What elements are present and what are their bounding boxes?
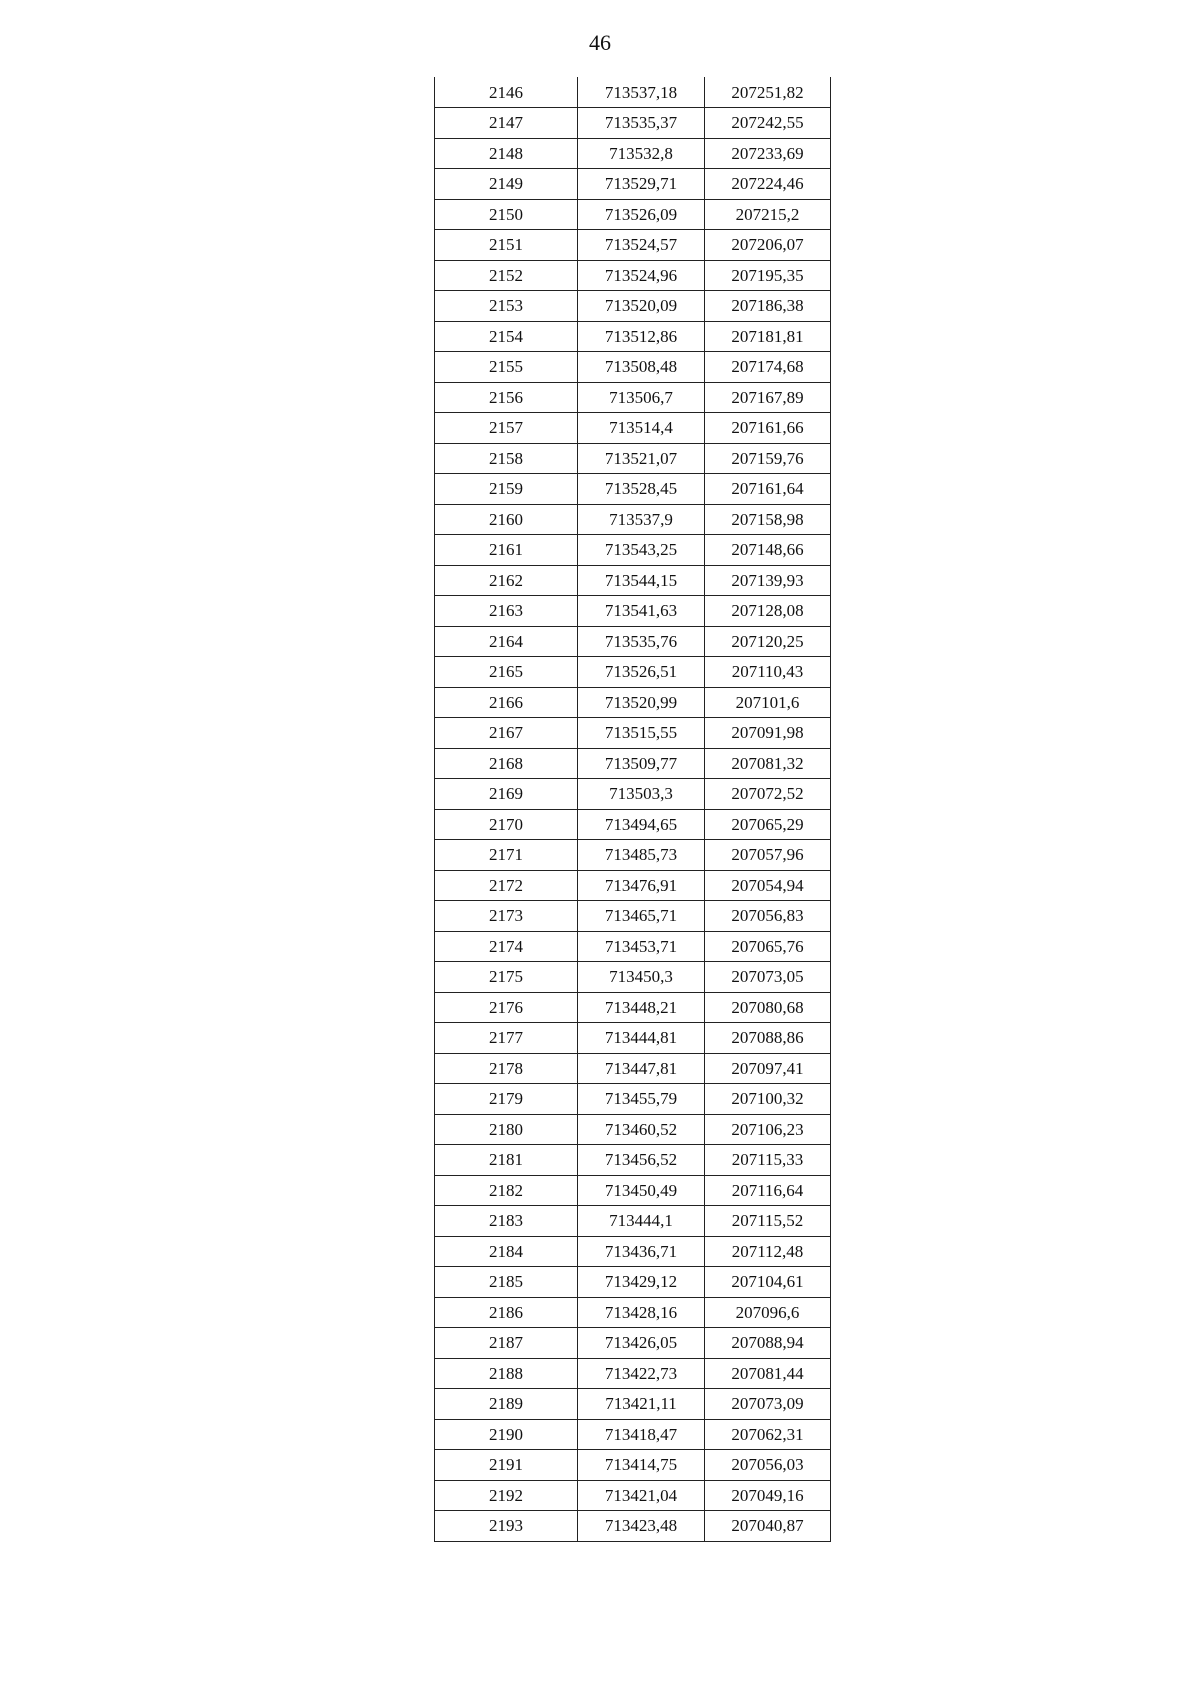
y-coordinate-cell: 207174,68 (705, 352, 831, 383)
y-coordinate-cell: 207161,66 (705, 413, 831, 444)
table-row (435, 718, 831, 749)
y-coordinate-cell: 207242,55 (705, 108, 831, 139)
table-row (435, 108, 831, 139)
y-coordinate-cell: 207088,94 (705, 1328, 831, 1359)
page-number: 46 (589, 30, 611, 55)
table-row (435, 748, 831, 779)
table-row (435, 291, 831, 322)
point-number-cell: 2189 (435, 1389, 578, 1420)
x-coordinate-cell: 713543,25 (578, 535, 705, 566)
point-number-cell: 2156 (435, 382, 578, 413)
x-coordinate-cell: 713456,52 (578, 1145, 705, 1176)
y-coordinate-cell: 207120,25 (705, 626, 831, 657)
table-row (435, 169, 831, 200)
y-coordinate-cell: 207116,64 (705, 1175, 831, 1206)
point-number-cell: 2188 (435, 1358, 578, 1389)
y-coordinate-cell: 207195,35 (705, 260, 831, 291)
x-coordinate-cell: 713421,04 (578, 1480, 705, 1511)
point-number-cell: 2180 (435, 1114, 578, 1145)
point-number-cell: 2166 (435, 687, 578, 718)
x-coordinate-cell: 713544,15 (578, 565, 705, 596)
y-coordinate-cell: 207081,32 (705, 748, 831, 779)
table-row (435, 1511, 831, 1542)
x-coordinate-cell: 713508,48 (578, 352, 705, 383)
table-row (435, 260, 831, 291)
y-coordinate-cell: 207110,43 (705, 657, 831, 688)
point-number-cell: 2183 (435, 1206, 578, 1237)
y-coordinate-cell: 207206,07 (705, 230, 831, 261)
x-coordinate-cell: 713535,76 (578, 626, 705, 657)
x-coordinate-cell: 713520,99 (578, 687, 705, 718)
y-coordinate-cell: 207112,48 (705, 1236, 831, 1267)
x-coordinate-cell: 713541,63 (578, 596, 705, 627)
point-number-cell: 2149 (435, 169, 578, 200)
table-row (435, 901, 831, 932)
x-coordinate-cell: 713428,16 (578, 1297, 705, 1328)
table-row (435, 1023, 831, 1054)
table-row (435, 1480, 831, 1511)
coordinates-table (434, 77, 831, 1542)
x-coordinate-cell: 713444,1 (578, 1206, 705, 1237)
table-row (435, 779, 831, 810)
point-number-cell: 2186 (435, 1297, 578, 1328)
y-coordinate-cell: 207097,41 (705, 1053, 831, 1084)
point-number-cell: 2163 (435, 596, 578, 627)
x-coordinate-cell: 713537,18 (578, 77, 705, 108)
point-number-cell: 2178 (435, 1053, 578, 1084)
table-row (435, 931, 831, 962)
table-row (435, 382, 831, 413)
point-number-cell: 2146 (435, 77, 578, 108)
table-row (435, 1358, 831, 1389)
point-number-cell: 2148 (435, 138, 578, 169)
point-number-cell: 2169 (435, 779, 578, 810)
table-row (435, 626, 831, 657)
table-row (435, 230, 831, 261)
point-number-cell: 2167 (435, 718, 578, 749)
y-coordinate-cell: 207115,52 (705, 1206, 831, 1237)
x-coordinate-cell: 713414,75 (578, 1450, 705, 1481)
y-coordinate-cell: 207081,44 (705, 1358, 831, 1389)
point-number-cell: 2190 (435, 1419, 578, 1450)
x-coordinate-cell: 713423,48 (578, 1511, 705, 1542)
x-coordinate-cell: 713418,47 (578, 1419, 705, 1450)
table-row (435, 1267, 831, 1298)
table-row (435, 657, 831, 688)
y-coordinate-cell: 207091,98 (705, 718, 831, 749)
point-number-cell: 2160 (435, 504, 578, 535)
x-coordinate-cell: 713450,49 (578, 1175, 705, 1206)
y-coordinate-cell: 207251,82 (705, 77, 831, 108)
table-row (435, 199, 831, 230)
x-coordinate-cell: 713526,09 (578, 199, 705, 230)
point-number-cell: 2184 (435, 1236, 578, 1267)
y-coordinate-cell: 207148,66 (705, 535, 831, 566)
y-coordinate-cell: 207106,23 (705, 1114, 831, 1145)
table-row (435, 565, 831, 596)
x-coordinate-cell: 713436,71 (578, 1236, 705, 1267)
y-coordinate-cell: 207096,6 (705, 1297, 831, 1328)
x-coordinate-cell: 713476,91 (578, 870, 705, 901)
x-coordinate-cell: 713453,71 (578, 931, 705, 962)
y-coordinate-cell: 207088,86 (705, 1023, 831, 1054)
y-coordinate-cell: 207101,6 (705, 687, 831, 718)
point-number-cell: 2179 (435, 1084, 578, 1115)
y-coordinate-cell: 207158,98 (705, 504, 831, 535)
x-coordinate-cell: 713537,9 (578, 504, 705, 535)
point-number-cell: 2157 (435, 413, 578, 444)
y-coordinate-cell: 207128,08 (705, 596, 831, 627)
point-number-cell: 2176 (435, 992, 578, 1023)
point-number-cell: 2174 (435, 931, 578, 962)
y-coordinate-cell: 207167,89 (705, 382, 831, 413)
point-number-cell: 2151 (435, 230, 578, 261)
x-coordinate-cell: 713528,45 (578, 474, 705, 505)
table-row (435, 1419, 831, 1450)
y-coordinate-cell: 207057,96 (705, 840, 831, 871)
table-row (435, 352, 831, 383)
table-row (435, 1206, 831, 1237)
point-number-cell: 2165 (435, 657, 578, 688)
point-number-cell: 2159 (435, 474, 578, 505)
table-row (435, 504, 831, 535)
table-row (435, 1450, 831, 1481)
x-coordinate-cell: 713535,37 (578, 108, 705, 139)
y-coordinate-cell: 207073,05 (705, 962, 831, 993)
table-row (435, 474, 831, 505)
table-row (435, 138, 831, 169)
point-number-cell: 2173 (435, 901, 578, 932)
y-coordinate-cell: 207215,2 (705, 199, 831, 230)
point-number-cell: 2172 (435, 870, 578, 901)
table-row (435, 321, 831, 352)
point-number-cell: 2168 (435, 748, 578, 779)
point-number-cell: 2164 (435, 626, 578, 657)
x-coordinate-cell: 713450,3 (578, 962, 705, 993)
x-coordinate-cell: 713422,73 (578, 1358, 705, 1389)
table-row (435, 1389, 831, 1420)
table-row (435, 413, 831, 444)
table-row (435, 77, 831, 108)
x-coordinate-cell: 713426,05 (578, 1328, 705, 1359)
x-coordinate-cell: 713448,21 (578, 992, 705, 1023)
x-coordinate-cell: 713524,96 (578, 260, 705, 291)
point-number-cell: 2175 (435, 962, 578, 993)
x-coordinate-cell: 713515,55 (578, 718, 705, 749)
x-coordinate-cell: 713455,79 (578, 1084, 705, 1115)
x-coordinate-cell: 713509,77 (578, 748, 705, 779)
point-number-cell: 2161 (435, 535, 578, 566)
x-coordinate-cell: 713512,86 (578, 321, 705, 352)
x-coordinate-cell: 713506,7 (578, 382, 705, 413)
point-number-cell: 2158 (435, 443, 578, 474)
y-coordinate-cell: 207139,93 (705, 565, 831, 596)
point-number-cell: 2192 (435, 1480, 578, 1511)
x-coordinate-cell: 713524,57 (578, 230, 705, 261)
coordinates-table-body (435, 77, 831, 1541)
point-number-cell: 2154 (435, 321, 578, 352)
x-coordinate-cell: 713514,4 (578, 413, 705, 444)
table-row (435, 1175, 831, 1206)
y-coordinate-cell: 207062,31 (705, 1419, 831, 1450)
point-number-cell: 2147 (435, 108, 578, 139)
point-number-cell: 2182 (435, 1175, 578, 1206)
y-coordinate-cell: 207040,87 (705, 1511, 831, 1542)
point-number-cell: 2193 (435, 1511, 578, 1542)
point-number-cell: 2153 (435, 291, 578, 322)
x-coordinate-cell: 713465,71 (578, 901, 705, 932)
x-coordinate-cell: 713485,73 (578, 840, 705, 871)
y-coordinate-cell: 207056,83 (705, 901, 831, 932)
table-row (435, 992, 831, 1023)
x-coordinate-cell: 713429,12 (578, 1267, 705, 1298)
y-coordinate-cell: 207161,64 (705, 474, 831, 505)
table-row (435, 1328, 831, 1359)
point-number-cell: 2181 (435, 1145, 578, 1176)
table-row (435, 1114, 831, 1145)
x-coordinate-cell: 713444,81 (578, 1023, 705, 1054)
table-row (435, 840, 831, 871)
point-number-cell: 2170 (435, 809, 578, 840)
point-number-cell: 2185 (435, 1267, 578, 1298)
point-number-cell: 2162 (435, 565, 578, 596)
x-coordinate-cell: 713520,09 (578, 291, 705, 322)
x-coordinate-cell: 713532,8 (578, 138, 705, 169)
table-row (435, 870, 831, 901)
y-coordinate-cell: 207181,81 (705, 321, 831, 352)
point-number-cell: 2150 (435, 199, 578, 230)
y-coordinate-cell: 207073,09 (705, 1389, 831, 1420)
point-number-cell: 2155 (435, 352, 578, 383)
y-coordinate-cell: 207104,61 (705, 1267, 831, 1298)
table-row (435, 687, 831, 718)
x-coordinate-cell: 713521,07 (578, 443, 705, 474)
y-coordinate-cell: 207049,16 (705, 1480, 831, 1511)
x-coordinate-cell: 713529,71 (578, 169, 705, 200)
y-coordinate-cell: 207115,33 (705, 1145, 831, 1176)
y-coordinate-cell: 207080,68 (705, 992, 831, 1023)
y-coordinate-cell: 207054,94 (705, 870, 831, 901)
table-row (435, 809, 831, 840)
table-row (435, 535, 831, 566)
x-coordinate-cell: 713494,65 (578, 809, 705, 840)
table-row (435, 1053, 831, 1084)
y-coordinate-cell: 207224,46 (705, 169, 831, 200)
y-coordinate-cell: 207100,32 (705, 1084, 831, 1115)
table-row (435, 596, 831, 627)
table-row (435, 962, 831, 993)
point-number-cell: 2191 (435, 1450, 578, 1481)
point-number-cell: 2171 (435, 840, 578, 871)
point-number-cell: 2152 (435, 260, 578, 291)
y-coordinate-cell: 207065,29 (705, 809, 831, 840)
table-row (435, 443, 831, 474)
point-number-cell: 2177 (435, 1023, 578, 1054)
x-coordinate-cell: 713460,52 (578, 1114, 705, 1145)
x-coordinate-cell: 713526,51 (578, 657, 705, 688)
y-coordinate-cell: 207186,38 (705, 291, 831, 322)
y-coordinate-cell: 207233,69 (705, 138, 831, 169)
x-coordinate-cell: 713503,3 (578, 779, 705, 810)
y-coordinate-cell: 207072,52 (705, 779, 831, 810)
table-row (435, 1236, 831, 1267)
table-row (435, 1297, 831, 1328)
point-number-cell: 2187 (435, 1328, 578, 1359)
x-coordinate-cell: 713421,11 (578, 1389, 705, 1420)
table-row (435, 1145, 831, 1176)
y-coordinate-cell: 207159,76 (705, 443, 831, 474)
y-coordinate-cell: 207056,03 (705, 1450, 831, 1481)
table-row (435, 1084, 831, 1115)
x-coordinate-cell: 713447,81 (578, 1053, 705, 1084)
y-coordinate-cell: 207065,76 (705, 931, 831, 962)
